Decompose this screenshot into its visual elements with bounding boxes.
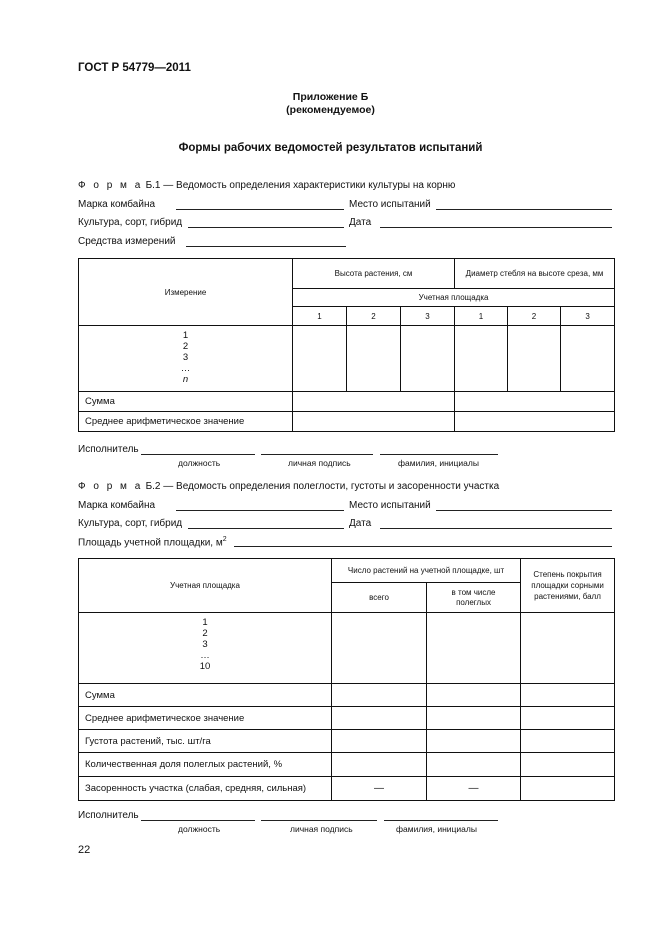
form1-sig-position: должность [178, 458, 221, 468]
data-cell[interactable] [561, 326, 615, 392]
appendix-title: Приложение Б [292, 91, 369, 103]
data-cell[interactable] [427, 684, 521, 707]
row-number: 1 [202, 617, 208, 628]
col-diameter-header: Диаметр стебля на высоте среза, мм [455, 259, 615, 289]
form1-date-line[interactable] [380, 227, 612, 228]
data-cell[interactable] [521, 613, 615, 684]
form1-means-label: Средства измерений [78, 236, 176, 247]
form2-position-line[interactable] [141, 820, 255, 821]
row-sum-label: Сумма [79, 684, 332, 707]
main-title: Формы рабочих ведомостей результатов испытаний [178, 142, 483, 154]
sub-col-5: 2 [508, 307, 561, 326]
form1-combine-line[interactable] [176, 209, 344, 210]
data-cell[interactable] [521, 707, 615, 730]
data-cell[interactable] [508, 326, 561, 392]
sub-col-1: 1 [293, 307, 347, 326]
data-cell[interactable] [521, 777, 615, 801]
sub-col-6: 3 [561, 307, 615, 326]
data-cell[interactable] [401, 326, 455, 392]
form2-name-line[interactable] [384, 820, 498, 821]
data-cell[interactable] [332, 730, 427, 753]
sum-diameter-cell[interactable] [455, 392, 615, 412]
col-lodged-header: в том числе полеглых [427, 583, 521, 613]
row-number: … [180, 363, 191, 374]
data-cell[interactable] [521, 684, 615, 707]
form2-place-label: Место испытаний [349, 500, 431, 511]
form1-executor-label: Исполнитель [78, 444, 139, 455]
mean-diameter-cell[interactable] [455, 412, 615, 432]
form1-place-label: Место испытаний [349, 199, 431, 210]
form1-signature-line[interactable] [261, 454, 373, 455]
col-plot-header: Учетная площадка [293, 289, 615, 307]
form1-name-line[interactable] [380, 454, 498, 455]
form1-prefix: Ф о р м а [78, 180, 143, 191]
col-plot-header: Учетная площадка [79, 559, 332, 613]
row-number: 10 [199, 661, 211, 672]
form2-title: Б.2 — Ведомость определения полеглости, густоты и засоренности участка [145, 481, 500, 492]
col-total-header: всего [332, 583, 427, 613]
row-number: 2 [202, 628, 208, 639]
data-cell[interactable] [293, 326, 347, 392]
sub-col-4: 1 [455, 307, 508, 326]
dash-cell: — [427, 777, 521, 801]
data-cell[interactable] [332, 753, 427, 777]
form1-crop-label: Культура, сорт, гибрид [78, 217, 183, 228]
sub-col-2: 2 [347, 307, 401, 326]
form1-place-line[interactable] [436, 209, 612, 210]
page-number: 22 [78, 844, 91, 856]
row-number: … [200, 650, 210, 661]
form1-date-label: Дата [349, 217, 372, 228]
form1-sig-name: фамилия, инициалы [398, 458, 479, 468]
form2-combine-label: Марка комбайна [78, 500, 156, 511]
form2-heading [78, 481, 499, 492]
data-cell[interactable] [427, 613, 521, 684]
form2-table [78, 558, 615, 801]
form2-place-line[interactable] [436, 510, 612, 511]
data-cell[interactable] [521, 753, 615, 777]
data-cell[interactable] [332, 707, 427, 730]
row-density-label: Густота растений, тыс. шт/га [79, 730, 332, 753]
form2-area-text: Площадь учетной площадки, м [78, 537, 223, 549]
sum-height-cell[interactable] [293, 392, 455, 412]
appendix-type: (рекомендуемое) [286, 104, 375, 116]
col-measure-header: Измерение [79, 259, 293, 326]
form1-position-line[interactable] [141, 454, 255, 455]
form1-combine-label: Марка комбайна [78, 199, 156, 210]
form2-prefix: Ф о р м а [78, 481, 143, 492]
data-cell[interactable] [347, 326, 401, 392]
form1-crop-line[interactable] [188, 227, 344, 228]
form1-means-line[interactable] [186, 246, 346, 247]
measure-numbers-cell [79, 326, 293, 392]
col-height-header: Высота растения, см [293, 259, 455, 289]
form2-area-label [78, 536, 227, 548]
form2-date-line[interactable] [380, 528, 612, 529]
form2-area-line[interactable] [234, 546, 612, 547]
form2-area-sup: 2 [222, 536, 227, 543]
form2-sig-name: фамилия, инициалы [396, 824, 477, 834]
col-count-header: Число растений на учетной площадке, шт [332, 559, 521, 583]
data-cell[interactable] [427, 707, 521, 730]
form2-sig-position: должность [178, 824, 221, 834]
dash-cell: — [332, 777, 427, 801]
data-cell[interactable] [521, 730, 615, 753]
row-sum-label: Сумма [79, 392, 293, 412]
form2-date-label: Дата [349, 518, 372, 529]
form1-sig-signature: личная подпись [288, 458, 351, 468]
form2-crop-line[interactable] [188, 528, 344, 529]
plot-numbers-cell [79, 613, 332, 684]
data-cell[interactable] [332, 613, 427, 684]
data-cell[interactable] [427, 730, 521, 753]
standard-code: ГОСТ Р 54779—2011 [78, 62, 191, 74]
form1-table [78, 258, 615, 432]
form2-sig-signature: личная подпись [290, 824, 353, 834]
sub-col-3: 3 [401, 307, 455, 326]
form2-executor-label: Исполнитель [78, 810, 139, 821]
row-weediness-label: Засоренность участка (слабая, средняя, сильная) [79, 777, 332, 801]
row-number: 2 [182, 341, 189, 352]
form1-heading [78, 180, 455, 191]
row-number: 3 [182, 352, 189, 363]
data-cell[interactable] [332, 684, 427, 707]
form2-crop-label: Культура, сорт, гибрид [78, 518, 183, 529]
row-number: 3 [202, 639, 208, 650]
form2-signature-line[interactable] [261, 820, 377, 821]
row-mean-label: Среднее арифметическое значение [79, 707, 332, 730]
form2-combine-line[interactable] [176, 510, 344, 511]
data-cell[interactable] [455, 326, 508, 392]
row-number-n: n [182, 374, 189, 385]
form1-title: Б.1 — Ведомость определения характеристики культуры на корню [145, 180, 456, 191]
col-weed-header: Степень покрытия площадки сорными растениями, балл [521, 559, 615, 613]
row-number: 1 [182, 330, 189, 341]
row-mean-label: Среднее арифметическое значение [79, 412, 293, 432]
mean-height-cell[interactable] [293, 412, 455, 432]
row-lodged-share-label: Количественная доля полеглых растений, % [79, 753, 332, 777]
data-cell[interactable] [427, 753, 521, 777]
